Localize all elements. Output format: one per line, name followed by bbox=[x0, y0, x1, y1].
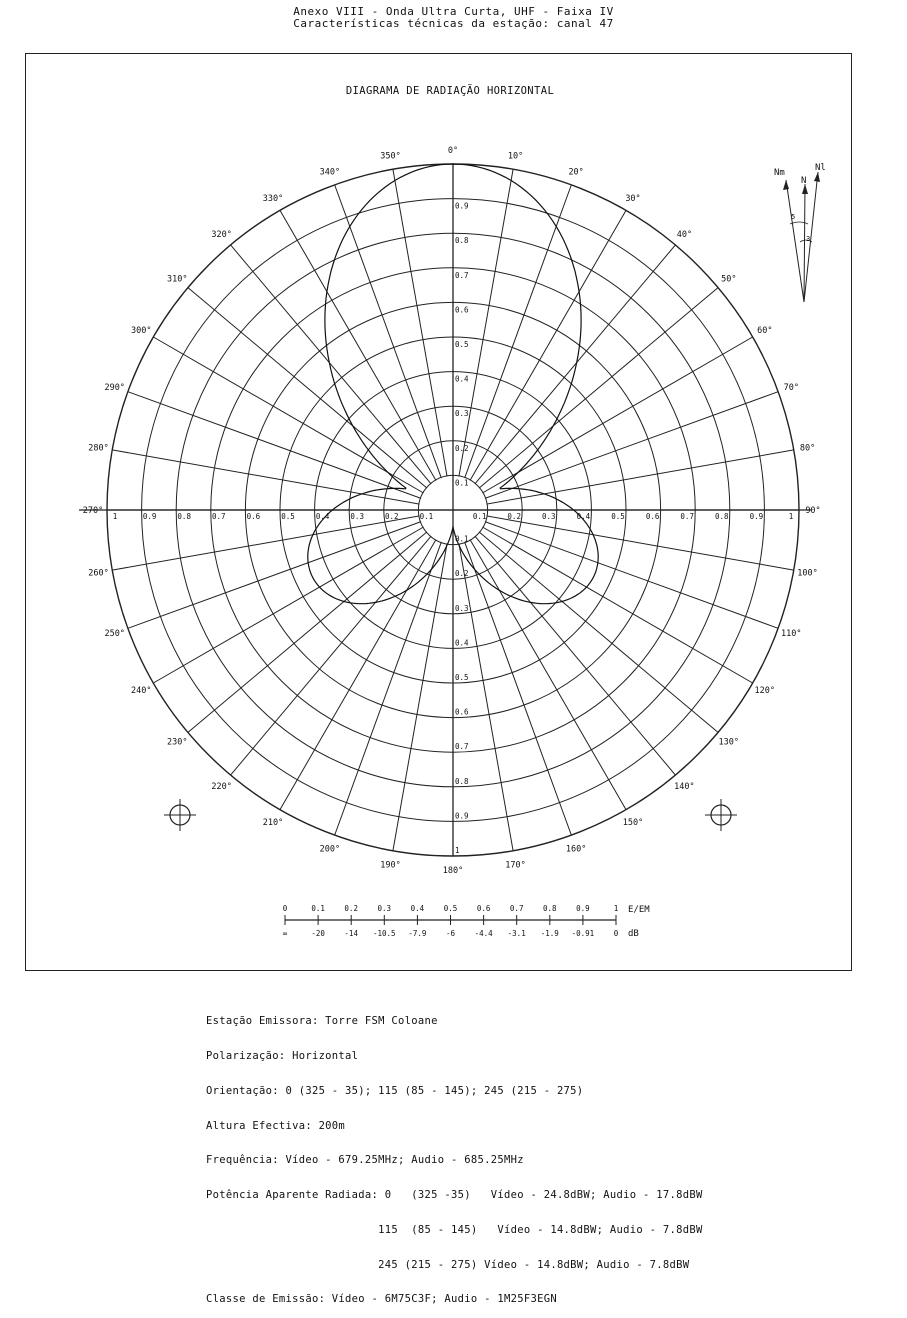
erp-line-1: Potência Aparente Radiada: 0 (325 -35) Vídeo - 24.8dBW; Audio - 17.8dBW bbox=[206, 1189, 703, 1202]
ring-label-up: 0.8 bbox=[455, 236, 469, 246]
ring-label-left: 0.5 bbox=[281, 512, 295, 521]
ring-label-down: 0.6 bbox=[455, 707, 469, 717]
ring-label-down: 0.9 bbox=[455, 811, 469, 821]
grid-spoke bbox=[153, 337, 423, 493]
orientation-line: Orientação: 0 (325 - 35); 115 (85 - 145); 245 (215 - 275) bbox=[206, 1084, 584, 1097]
scale-bottom-label: -14 bbox=[344, 929, 358, 938]
scale-bottom-label: -4.4 bbox=[474, 929, 493, 938]
grid-spoke bbox=[475, 245, 676, 484]
ring-label-right: 0.7 bbox=[680, 512, 694, 521]
ring-label-right: 0.2 bbox=[507, 512, 521, 521]
ring-label-down: 0.8 bbox=[455, 776, 469, 786]
angle-label: 40° bbox=[676, 230, 693, 241]
ring-label-left: 0.1 bbox=[419, 512, 434, 521]
grid-spoke bbox=[470, 210, 626, 480]
angle-label: 270° bbox=[82, 506, 104, 516]
emission-class-line: Classe de Emissão: Vídeo - 6M75C3F; Audio - 1M25F3EGN bbox=[206, 1293, 557, 1306]
grid-spoke bbox=[153, 527, 423, 683]
scale-top-label: 0.6 bbox=[476, 904, 491, 913]
angle-label: 180° bbox=[442, 866, 464, 876]
angle-label: 160° bbox=[565, 844, 587, 855]
ring-label-left: 0.3 bbox=[350, 512, 364, 521]
ring-label-right: 0.4 bbox=[576, 512, 591, 521]
angle-label: 220° bbox=[211, 781, 232, 792]
ring-label-right: 0.6 bbox=[645, 512, 660, 521]
grid-spoke bbox=[280, 210, 436, 480]
lambert-north-label: Nl bbox=[815, 163, 826, 173]
ring-label-right: 0.1 bbox=[472, 512, 487, 521]
angle-label: 100° bbox=[797, 568, 818, 579]
true-north-line bbox=[804, 184, 805, 302]
polarization-line: Polarização: Horizontal bbox=[206, 1049, 359, 1062]
magnetic-north-label: Nm bbox=[774, 168, 785, 178]
ring-label-left: 1 bbox=[112, 512, 118, 521]
grid-spoke bbox=[459, 543, 513, 850]
angle-label: 70° bbox=[783, 382, 799, 393]
ring-label-up: 0.4 bbox=[455, 374, 469, 384]
angle-label: 330° bbox=[262, 194, 284, 205]
erp-line-3: 245 (215 - 275) Vídeo - 14.8dBW; Audio - 7.8dBW bbox=[206, 1258, 690, 1271]
grid-spoke bbox=[231, 245, 432, 484]
scale-top-label: 1 bbox=[613, 904, 619, 913]
angle-label: 130° bbox=[718, 737, 740, 748]
scale-top-label: 0 bbox=[282, 904, 288, 913]
scale-bottom-label: -0.91 bbox=[571, 929, 595, 938]
ring-label-up: 0.5 bbox=[455, 340, 469, 349]
grid-spoke bbox=[465, 542, 572, 835]
magnetic-north-arrowhead bbox=[783, 180, 789, 190]
scale-top-label: 0.9 bbox=[576, 904, 590, 913]
ring-label-up: 0.6 bbox=[455, 305, 469, 315]
grid-spoke bbox=[486, 450, 793, 504]
angle-label: 280° bbox=[88, 443, 109, 454]
scale-top-unit: E/EM bbox=[628, 905, 650, 915]
grid-spoke bbox=[112, 516, 419, 570]
angle-label: 20° bbox=[568, 167, 584, 178]
ring-label-up: 0.3 bbox=[455, 409, 469, 419]
grid-spoke bbox=[459, 169, 513, 476]
scale-bottom-label: -7.9 bbox=[408, 929, 427, 938]
ring-label-up: 0.9 bbox=[455, 201, 469, 211]
registration-marks bbox=[164, 799, 737, 831]
angle-label: 240° bbox=[130, 686, 152, 696]
grid-spoke bbox=[335, 542, 442, 835]
scale-bottom-label: ∞ bbox=[282, 929, 288, 938]
ring-label-down: 1 bbox=[455, 846, 460, 855]
ring-label-left: 0.9 bbox=[142, 512, 157, 521]
scale-bottom-label: -1.9 bbox=[540, 929, 559, 938]
angle-label: 90° bbox=[805, 506, 821, 516]
angle-label: 110° bbox=[781, 629, 802, 640]
scale-bar bbox=[283, 904, 651, 939]
grid-spoke bbox=[482, 337, 752, 493]
angle-label: 30° bbox=[625, 194, 641, 205]
grid-spoke bbox=[465, 185, 572, 478]
header-line-2: Características técnicas da estação: canal 47 bbox=[293, 17, 614, 30]
angle-label: 190° bbox=[380, 860, 401, 871]
angle-label: 320° bbox=[211, 230, 232, 241]
grid-spoke bbox=[112, 450, 419, 504]
grid-spoke bbox=[231, 536, 432, 775]
ring-label-left: 0.8 bbox=[177, 512, 191, 521]
angle-label-a: 5 bbox=[791, 213, 796, 221]
scale-bottom-label: -6 bbox=[445, 929, 456, 938]
ring-label-down: 0.5 bbox=[455, 673, 469, 682]
ring-label-up: 0.1 bbox=[455, 478, 469, 488]
grid-spoke bbox=[335, 185, 442, 478]
ring-label-right: 1 bbox=[788, 512, 794, 521]
angle-label: 300° bbox=[130, 326, 152, 336]
scale-top-label: 0.7 bbox=[509, 904, 524, 913]
angle-label: 150° bbox=[622, 817, 644, 828]
grid-spoke bbox=[485, 392, 778, 499]
angle-label: 350° bbox=[380, 151, 401, 162]
scale-bottom-label: -3.1 bbox=[507, 929, 526, 938]
angle-label: 230° bbox=[166, 737, 188, 748]
grid-spoke bbox=[486, 516, 793, 570]
true-north-label: N bbox=[801, 176, 807, 186]
angle-label: 200° bbox=[319, 844, 341, 855]
ring-label-down: 0.1 bbox=[455, 534, 469, 544]
scale-bottom-unit: dB bbox=[628, 929, 639, 939]
grid-spoke bbox=[479, 288, 718, 489]
grid-spoke bbox=[393, 169, 447, 476]
scale-top-label: 0.8 bbox=[543, 904, 557, 913]
ring-label-left: 0.7 bbox=[212, 512, 226, 521]
grid-spoke bbox=[482, 527, 752, 683]
ring-label-right: 0.3 bbox=[542, 512, 556, 521]
polar-grid bbox=[79, 164, 811, 856]
grid-spoke bbox=[188, 288, 427, 489]
scale-bottom-label: -20 bbox=[311, 929, 325, 938]
angle-labels bbox=[83, 146, 821, 876]
angle-label: 250° bbox=[104, 629, 125, 640]
scale-bottom-label: 0 bbox=[613, 929, 619, 938]
ring-label-right: 0.5 bbox=[611, 512, 625, 521]
angle-label: 60° bbox=[757, 326, 773, 336]
ring-label-left: 0.2 bbox=[385, 512, 399, 521]
scale-bottom-label: -10.5 bbox=[373, 929, 396, 938]
ring-label-right: 0.8 bbox=[715, 512, 729, 521]
angle-label: 170° bbox=[505, 860, 526, 871]
erp-line-2: 115 (85 - 145) Vídeo - 14.8dBW; Audio - 7.8dBW bbox=[206, 1223, 703, 1236]
grid-spoke bbox=[128, 392, 421, 499]
ring-label-up: 0.7 bbox=[455, 270, 469, 280]
grid-spoke bbox=[280, 539, 436, 809]
grid-spoke bbox=[485, 522, 778, 629]
frequency-line: Frequência: Vídeo - 679.25MHz; Audio - 685.25MHz bbox=[206, 1154, 524, 1167]
angle-label: 10° bbox=[507, 151, 524, 162]
angle-label: 50° bbox=[721, 274, 737, 285]
ring-label-down: 0.7 bbox=[455, 742, 469, 752]
scale-top-label: 0.2 bbox=[344, 904, 358, 913]
angle-label: 210° bbox=[262, 817, 284, 828]
grid-spoke bbox=[393, 543, 447, 850]
diagram-title: DIAGRAMA DE RADIAÇÃO HORIZONTAL bbox=[345, 85, 555, 97]
angle-label: 260° bbox=[88, 568, 109, 579]
ring-label-left: 0.6 bbox=[246, 512, 261, 521]
station-line: Estação Emissora: Torre FSM Coloane bbox=[206, 1015, 438, 1028]
angle-label: 120° bbox=[754, 686, 776, 696]
ring-label-down: 0.2 bbox=[455, 569, 469, 579]
scale-top-label: 0.4 bbox=[410, 904, 425, 913]
ring-label-up: 0.2 bbox=[455, 443, 469, 453]
grid-spoke bbox=[128, 522, 421, 629]
angle-label: 340° bbox=[319, 167, 341, 178]
grid-spoke bbox=[475, 536, 676, 775]
ring-label-right: 0.9 bbox=[749, 512, 764, 521]
north-arrows bbox=[774, 163, 826, 302]
angle-label: 80° bbox=[799, 443, 816, 454]
scale-top-label: 0.3 bbox=[377, 904, 392, 913]
angle-label-b: 3 bbox=[806, 235, 811, 243]
angle-label: 290° bbox=[104, 382, 125, 393]
ring-label-left: 0.4 bbox=[315, 512, 330, 521]
angle-label: 310° bbox=[166, 274, 188, 285]
station-info bbox=[206, 993, 703, 1318]
header-line-1: Anexo VIII - Onda Ultra Curta, UHF - Faixa IV bbox=[293, 5, 614, 18]
scale-top-label: 0.5 bbox=[443, 904, 458, 913]
angle-label: 140° bbox=[674, 781, 695, 792]
height-line: Altura Efectiva: 200m bbox=[206, 1119, 346, 1132]
grid-spoke bbox=[470, 539, 626, 809]
angle-label: 0° bbox=[447, 146, 459, 156]
ring-label-down: 0.4 bbox=[455, 638, 469, 648]
lambert-north-arrowhead bbox=[814, 172, 820, 182]
ring-label-down: 0.3 bbox=[455, 603, 469, 613]
scale-top-label: 0.1 bbox=[311, 904, 325, 913]
